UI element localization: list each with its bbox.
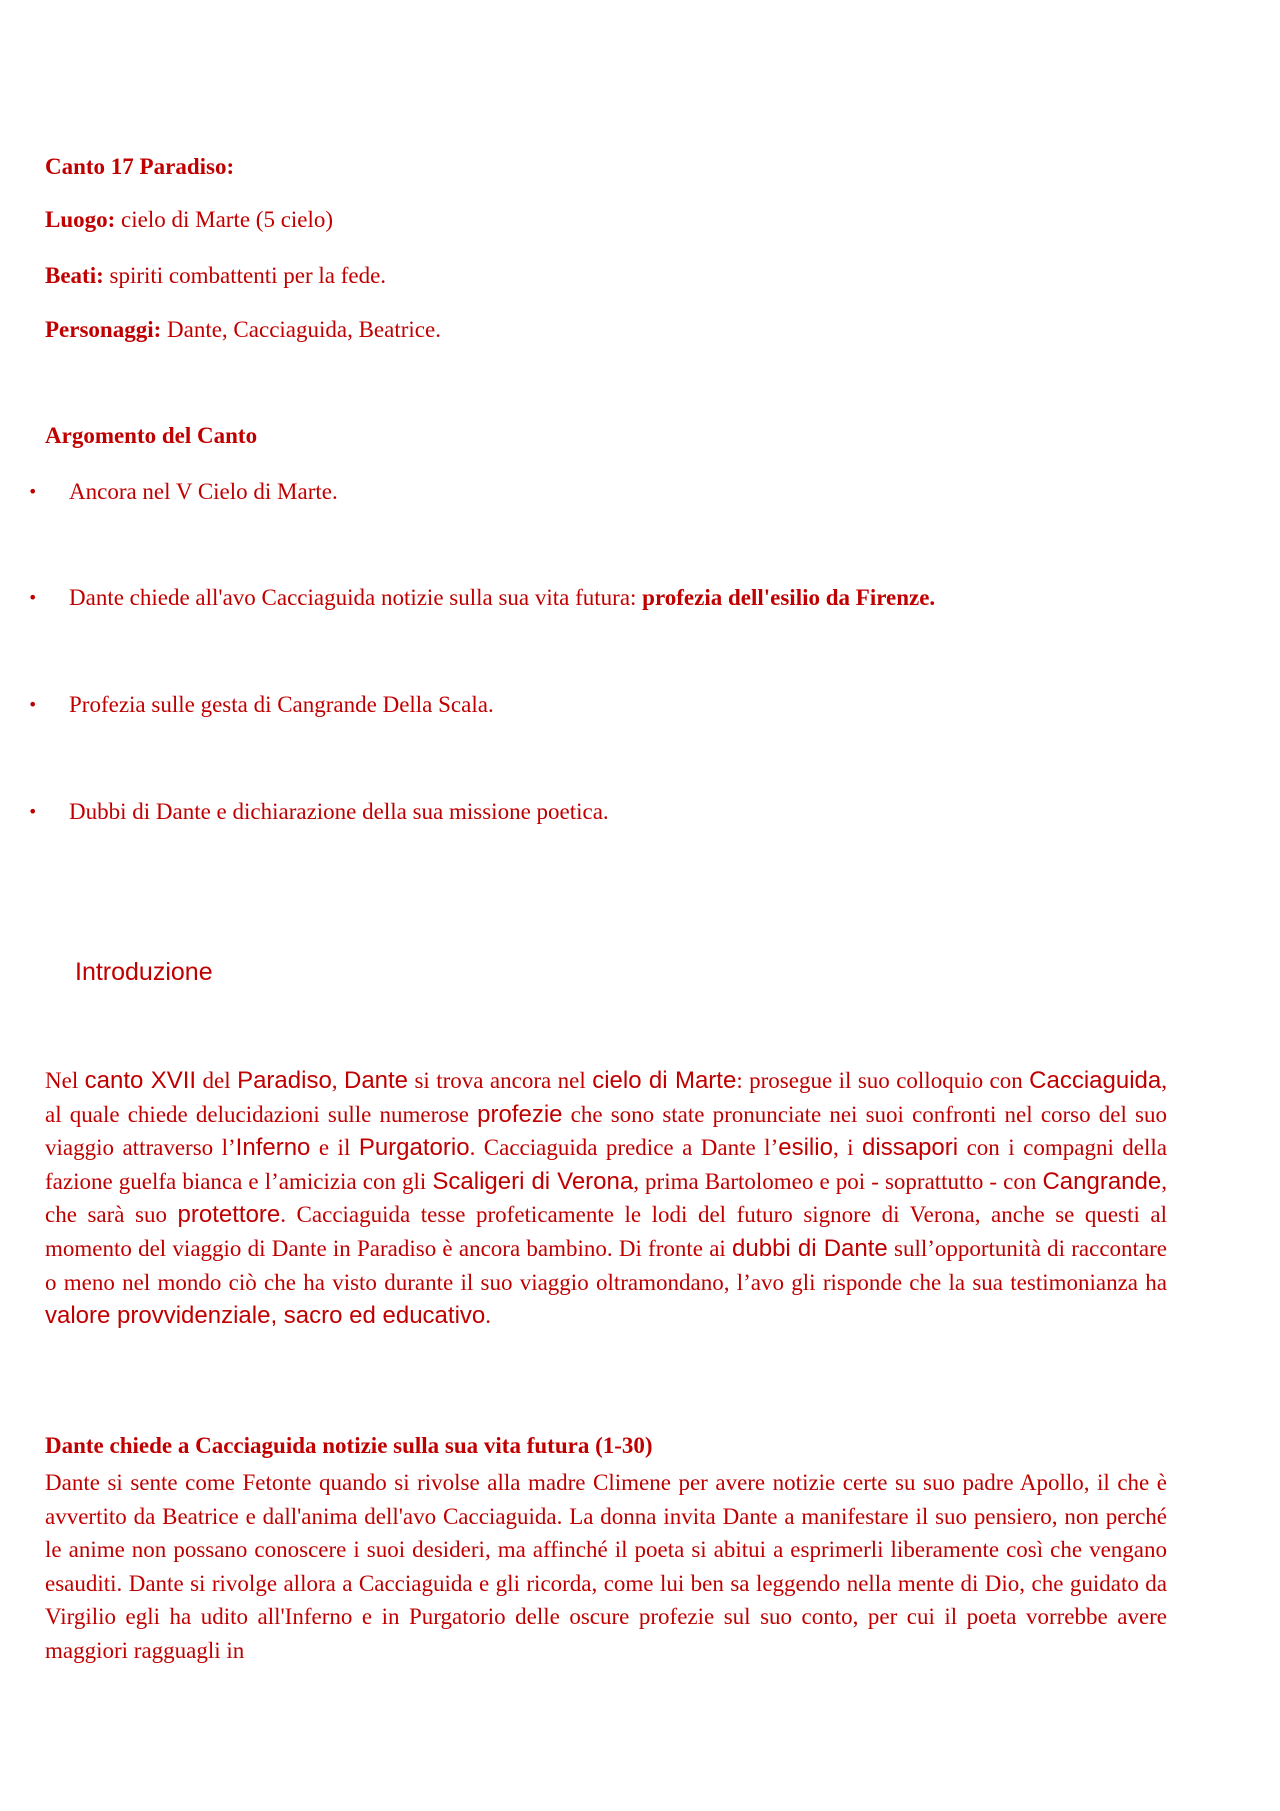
highlight-term: canto XVII [84,1067,197,1094]
luogo-label: Luogo: [45,207,116,232]
list-item-text: Profezia sulle gesta di Cangrande Della Scala. [69,692,494,717]
paragraph-text: . [485,1303,491,1329]
highlight-term: dissapori [862,1134,959,1162]
list-item-text: Ancora nel V Cielo di Marte. [69,479,338,504]
highlight-term: Purgatorio [358,1134,470,1162]
highlight-term: Cangrande [1042,1167,1162,1195]
section-heading: Dante chiede a Cacciaguida notizie sulla sua vita futura (1-30) [45,1433,653,1458]
personaggi-line [45,315,441,345]
paragraph-text: e il [310,1135,359,1161]
paragraph-text: , al quale chiede delucidazioni sulle numerose [45,1068,1168,1127]
paragraph-text: che sono state pronunciate nei suoi confronti nel corso del suo viaggio attraverso l’ [45,1101,1167,1161]
paragraph-text: , [331,1068,344,1093]
introduzione-paragraph [45,1064,1167,1333]
bullet-icon: • [28,482,38,501]
paragraph-text: , prima Bartolomeo e poi - soprattutto - con [633,1168,1043,1194]
paragraph-text: con i compagni della fazione guelfa bianca e l’amicizia con gli [45,1135,1168,1194]
paragraph-text: del [196,1068,238,1093]
personaggi-value: Dante, Cacciaguida, Beatrice. [161,317,441,342]
luogo-value: cielo di Marte (5 cielo) [115,207,334,232]
paragraph-text: . Cacciaguida predice a Dante l’ [469,1135,779,1161]
beati-value: spiriti combattenti per la fede. [103,263,387,288]
highlight-term: dubbi di Dante [732,1234,888,1262]
canto-title: Canto 17 Paradiso: [45,154,235,179]
list-item-text: Dante chiede all'avo Cacciaguida notizie sulla sua vita futura: profezia dell'esilio da Firenze. [69,585,936,610]
highlight-term: protettore [177,1201,281,1229]
list-item-text: Dubbi di Dante e dichiarazione della sua missione poetica. [69,799,609,824]
beati-label: Beati: [45,263,104,288]
personaggi-label: Personaggi: [45,317,162,342]
highlight-term: profezie [477,1100,563,1128]
introduzione-heading: Introduzione [75,958,213,986]
highlight-term: esilio [778,1134,833,1162]
argomento-heading: Argomento del Canto [45,423,258,448]
luogo-line [45,205,333,235]
beati-line [45,261,386,291]
bullet-icon: • [28,588,38,607]
highlight-term: Scaligeri di Verona [432,1167,634,1195]
bullet-icon: • [28,802,38,821]
section-paragraph: Dante si sente come Fetonte quando si rivolse alla madre Climene per avere notizie certe su suo padre Apollo, il che è avvertito da Beatrice e dall'anima dell'avo Cacciaguida. La donna invita Dante a manifestare il suo pensiero, non perché le anime non possano conoscere i suoi desideri, ma affinché il poeta si abitui a esprimerli liberamente così che vengano esauditi. Dante si rivolge allora a Cacciaguida e gli ricorda, come lui ben sa leggendo nella mente di Dio, che guidato da Virgilio egli ha udito all'Inferno e in Purgatorio delle oscure profezie sul suo conto, per cui il poeta vorrebbe avere maggiori ragguagli in [45,1470,1167,1663]
bullet-icon: • [28,695,38,714]
highlight-term: cielo di Marte [592,1067,737,1094]
highlight-term: Paradiso [237,1067,332,1094]
highlight-term: Dante [343,1067,409,1094]
paragraph-text: si trova ancora nel [408,1068,593,1093]
paragraph-text: Nel [45,1068,85,1093]
list-item-bold: profezia dell'esilio da Firenze. [642,585,936,610]
paragraph-text: , i [832,1135,863,1161]
paragraph-text: sull’opportunità di raccontare o meno nel mondo ciò che ha visto durante il suo viaggio oltramondano, l’avo gli risponde che la sua testimonianza ha [45,1235,1168,1295]
highlight-term: Cacciaguida [1029,1067,1162,1094]
highlight-term: valore provvidenziale, sacro ed educativo [45,1302,486,1330]
paragraph-text: . Cacciaguida tesse profeticamente le lodi del futuro signore di Verona, anche se questi al momento del viaggio di Dante in Paradiso è ancora bambino. Di fronte ai [45,1202,1167,1261]
highlight-term: Inferno [235,1134,311,1162]
paragraph-text: : prosegue il suo colloquio con [736,1068,1030,1093]
paragraph-text: , che sarà suo [45,1168,1167,1228]
